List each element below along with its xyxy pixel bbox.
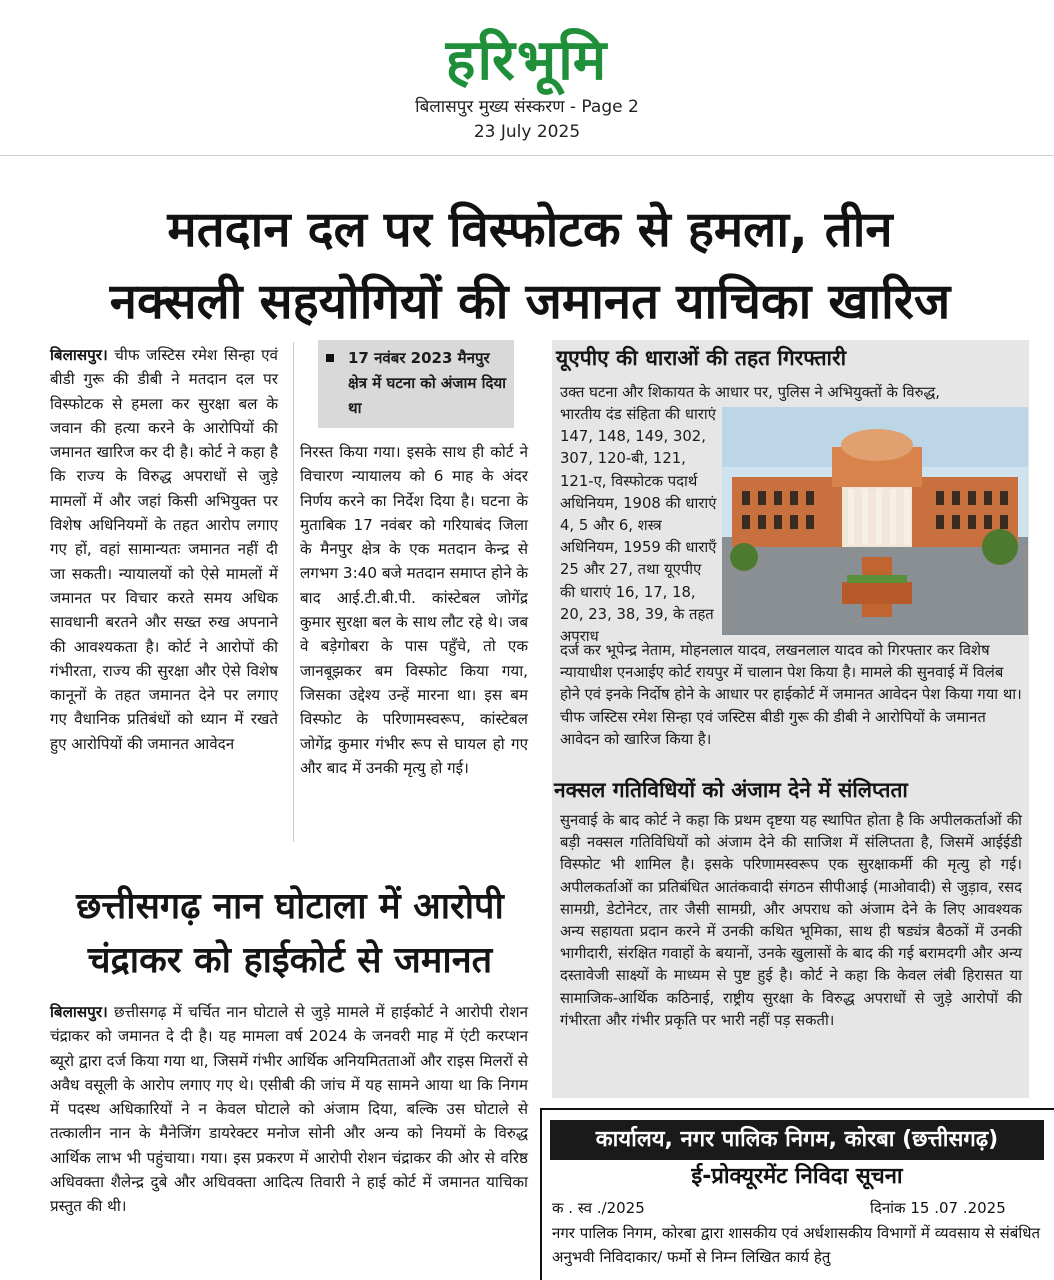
sidebar-heading-uapa: यूएपीए की धाराओं की तहत गिरफ्तारी <box>556 346 847 370</box>
article2-body <box>50 1000 528 1219</box>
pullquote-text: 17 नवंबर 2023 मैनपुर क्षेत्र में घटना को अंजाम दिया था <box>348 349 507 417</box>
article1-column1 <box>50 343 278 756</box>
notice-body: नगर पालिक निगम, कोरबा द्वारा शासकीय एवं अर्धशासकीय विभागों में व्यवसाय से संबंधित अनुभवी निविदाकार/ फर्मो से निम्न लिखित कार्य हेतु <box>552 1224 1040 1266</box>
second-headline-line1: छत्तीसगढ़ नान घोटाला में आरोपी <box>76 886 504 927</box>
sidebar-text-intro: उक्त घटना और शिकायत के आधार पर, पुलिस ने अभियुक्तों के विरुद्ध, <box>560 384 940 401</box>
second-headline-line2: चंद्राकर को हाईकोर्ट से जमानत <box>87 940 493 981</box>
sidebar-text-arrest: दर्ज कर भूपेन्द्र नेताम, मोहनलाल यादव, लखनलाल यादव को गिरफ्तार कर विशेष न्यायाधीश एनआईए कोर्ट रायपुर में चालान पेश किया है। मामले की सुनवाई में विलंब होने एवं इनके निर्दोष होने के आधार पर हाईकोर्ट में जमानत आवेदन पेश किया गया था। चीफ जस्टिस रमेश सिन्हा एवं जस्टिस बीडी गुरू की डीबी ने आरोपियों के जमानत आवेदन को खारिज किया है। <box>560 642 1022 748</box>
sidebar-text-court-view: सुनवाई के बाद कोर्ट ने कहा कि प्रथम दृष्टया यह स्थापित होता है कि अपीलकर्ताओं की बड़ी नक्सल गतिविधियों को अंजाम देने की साजिश में संलिप्तता है, जिसमें आईईडी विस्फोट भी शामिल है। इसके परिणामस्वरूप एक सुरक्षाकर्मी की मृत्यु हो गई। अपीलकर्ताओं का प्रतिबंधित आतंकवादी संगठन सीपीआई (माओवादी) से जुड़ाव, रसद सामग्री, डेटोनेटर, तार जैसी सामग्री, और अपराध को अंजाम देने के लिए आवश्यक अन्य सहायता प्रदान करने में उनकी कथित भूमिका, साथ ही षड्यंत्र बैठकों में उनकी भागीदारी, संरक्षित गवाहों के बयानों, उनके खुलासों के बाद की गई बरामदगी और अन्य दस्तावेजी साक्ष्यों के माध्यम से पुष्ट हुई है। कोर्ट ने कहा कि केवल लंबी हिरासत या सामाजिक-आर्थिक कठिनाई, राष्ट्रीय सुरक्षा के विरुद्ध अपराधों से जुड़े आरोपों की गंभीरता और गंभीर प्रकृति पर भारी नहीं पड़ सकती। <box>560 812 1022 1029</box>
notice-title: कार्यालय, नगर पालिक निगम, कोरबा (छत्तीसगढ़) <box>550 1120 1044 1160</box>
notice-reference: क . स्व ./2025 <box>552 1199 645 1217</box>
main-headline <box>30 194 1030 338</box>
notice-subtitle: ई-प्रोक्यूरमेंट निविदा सूचना <box>691 1164 903 1189</box>
article1-col1-text: चीफ जस्टिस रमेश सिन्हा एवं बीडी गुरू की डीबी ने मतदान दल पर विस्फोटक से हमला कर सुरक्षा बल के जवान की हत्या करने के आरोपियों की जमानत खारिज कर दी है। कोर्ट ने कहा है कि राज्य के विरुद्ध अपराधों से जुड़े मामलों में और जहां किसी अभियुक्त पर विशेष अधिनियमों के तहत आरोप लगाए गए हों, वहां सामान्यतः जमानत नहीं दी जा सकती। न्यायालयों को ऐसे मामलों में जमानत पर विचार करते समय अधिक सावधानी बरतने और सख्त रुख अपनाने की आवश्यकता है। कोर्ट ने आरोपों की गंभीरता, राज्य की सुरक्षा और ऐसे विशेष कानूनों के तहत जमानत देने पर लगाए गए वैधानिक प्रतिबंधों को ध्यान में रखते हुए आरोपियों की जमानत आवेदन <box>50 346 278 753</box>
issue-date: 23 July 2025 <box>473 122 581 142</box>
article2-text: छत्तीसगढ़ में चर्चित नान घोटाले से जुड़े मामले में हाईकोर्ट ने आरोपी रोशन चंद्राकर को जमानत दे दी है। यह मामला वर्ष 2024 के जनवरी माह में एंटी करप्शन ब्यूरो द्वारा दर्ज किया गया था, जिसमें गंभीर आर्थिक अनियमितताओं और राइस मिलरों से अवैध वसूली के आरोप लगाए गए थे। एसीबी की जांच में यह सामने आया था कि निगम में पदस्थ अधिकारियों ने न केवल घोटाले को अंजाम दिया, बल्कि उस घोटाले से तत्कालीन नान के मैनेजिंग डायरेक्टर मनोज सोनी और अन्य को नियमों के विरुद्ध आर्थिक लाभ भी पहुंचाया। गया। इस प्रकरण में आरोपी रोशन चंद्राकर की ओर से वरिष्ठ अधिवक्ता शैलेन्द्र दुबे और अधिवक्ता आदित्य तिवारी ने हाई कोर्ट में जमानत याचिका प्रस्तुत की थी। <box>50 1003 529 1216</box>
pullquote-box <box>318 340 514 428</box>
column-divider <box>293 342 294 842</box>
high-court-photo <box>722 407 1028 635</box>
sidebar-heading-naxal: नक्सल गतिविधियों को अंजाम देने में संलिप्तता <box>554 778 908 802</box>
article1-column2: निरस्त किया गया। इसके साथ ही कोर्ट ने विचारण न्यायालय को 6 माह के अंदर निर्णय करने का निर्देश दिया है। घटना के मुताबिक 17 नवंबर को गरियाबंद जिला के मैनपुर क्षेत्र के एक मतदान केन्द्र से लगभग 3:40 बजे मतदान समाप्त होने के बाद आई.टी.बी.पी. कांस्टेबल जोगेंद्र कुमार सुरक्षा बल के साथ लौट रहे थे। जब वे बड़ेगोबरा के पास पहुँचे, तो एक जानबूझकर बम विस्फोट किया गया, जिसका उद्देश्य उन्हें मारना था। इस बम विस्फोट के परिणामस्वरूप, कांस्टेबल जोगेंद्र कुमार गंभीर रूप से घायल हो गए और बाद में उनकी मृत्यु हो गई। <box>300 443 528 777</box>
main-headline-line2: नक्सली सहयोगियों की जमानत याचिका खारिज <box>109 273 951 330</box>
article1-dateline: बिलासपुर। <box>50 346 108 364</box>
newspaper-logo: हरिभूमि <box>445 28 609 93</box>
main-headline-line1: मतदान दल पर विस्फोटक से हमला, तीन <box>167 201 893 258</box>
article2-dateline: बिलासपुर। <box>50 1003 108 1021</box>
second-headline <box>50 880 530 988</box>
high-court-building-illustration <box>722 407 1028 635</box>
edition-label: बिलासपुर मुख्य संस्करण - Page 2 <box>415 97 639 117</box>
notice-date: दिनांक 15 .07 .2025 <box>870 1199 1006 1217</box>
bullet-square-icon <box>326 354 334 362</box>
sidebar-text-sections: भारतीय दंड संहिता की धाराएं 147, 148, 149, 302, 307, 120-बी, 121, 121-ए, विस्फोटक पदार्थ अधिनियम, 1908 की धाराएं 4, 5 और 6, शस्त्र अधिनियम, 1959 की धाराएँ 25 और 27, तथा यूएपीए की धाराएं 16, 17, 18, 20, 23, 38, 39, के तहत अपराध <box>560 406 717 646</box>
header-divider <box>0 155 1054 156</box>
